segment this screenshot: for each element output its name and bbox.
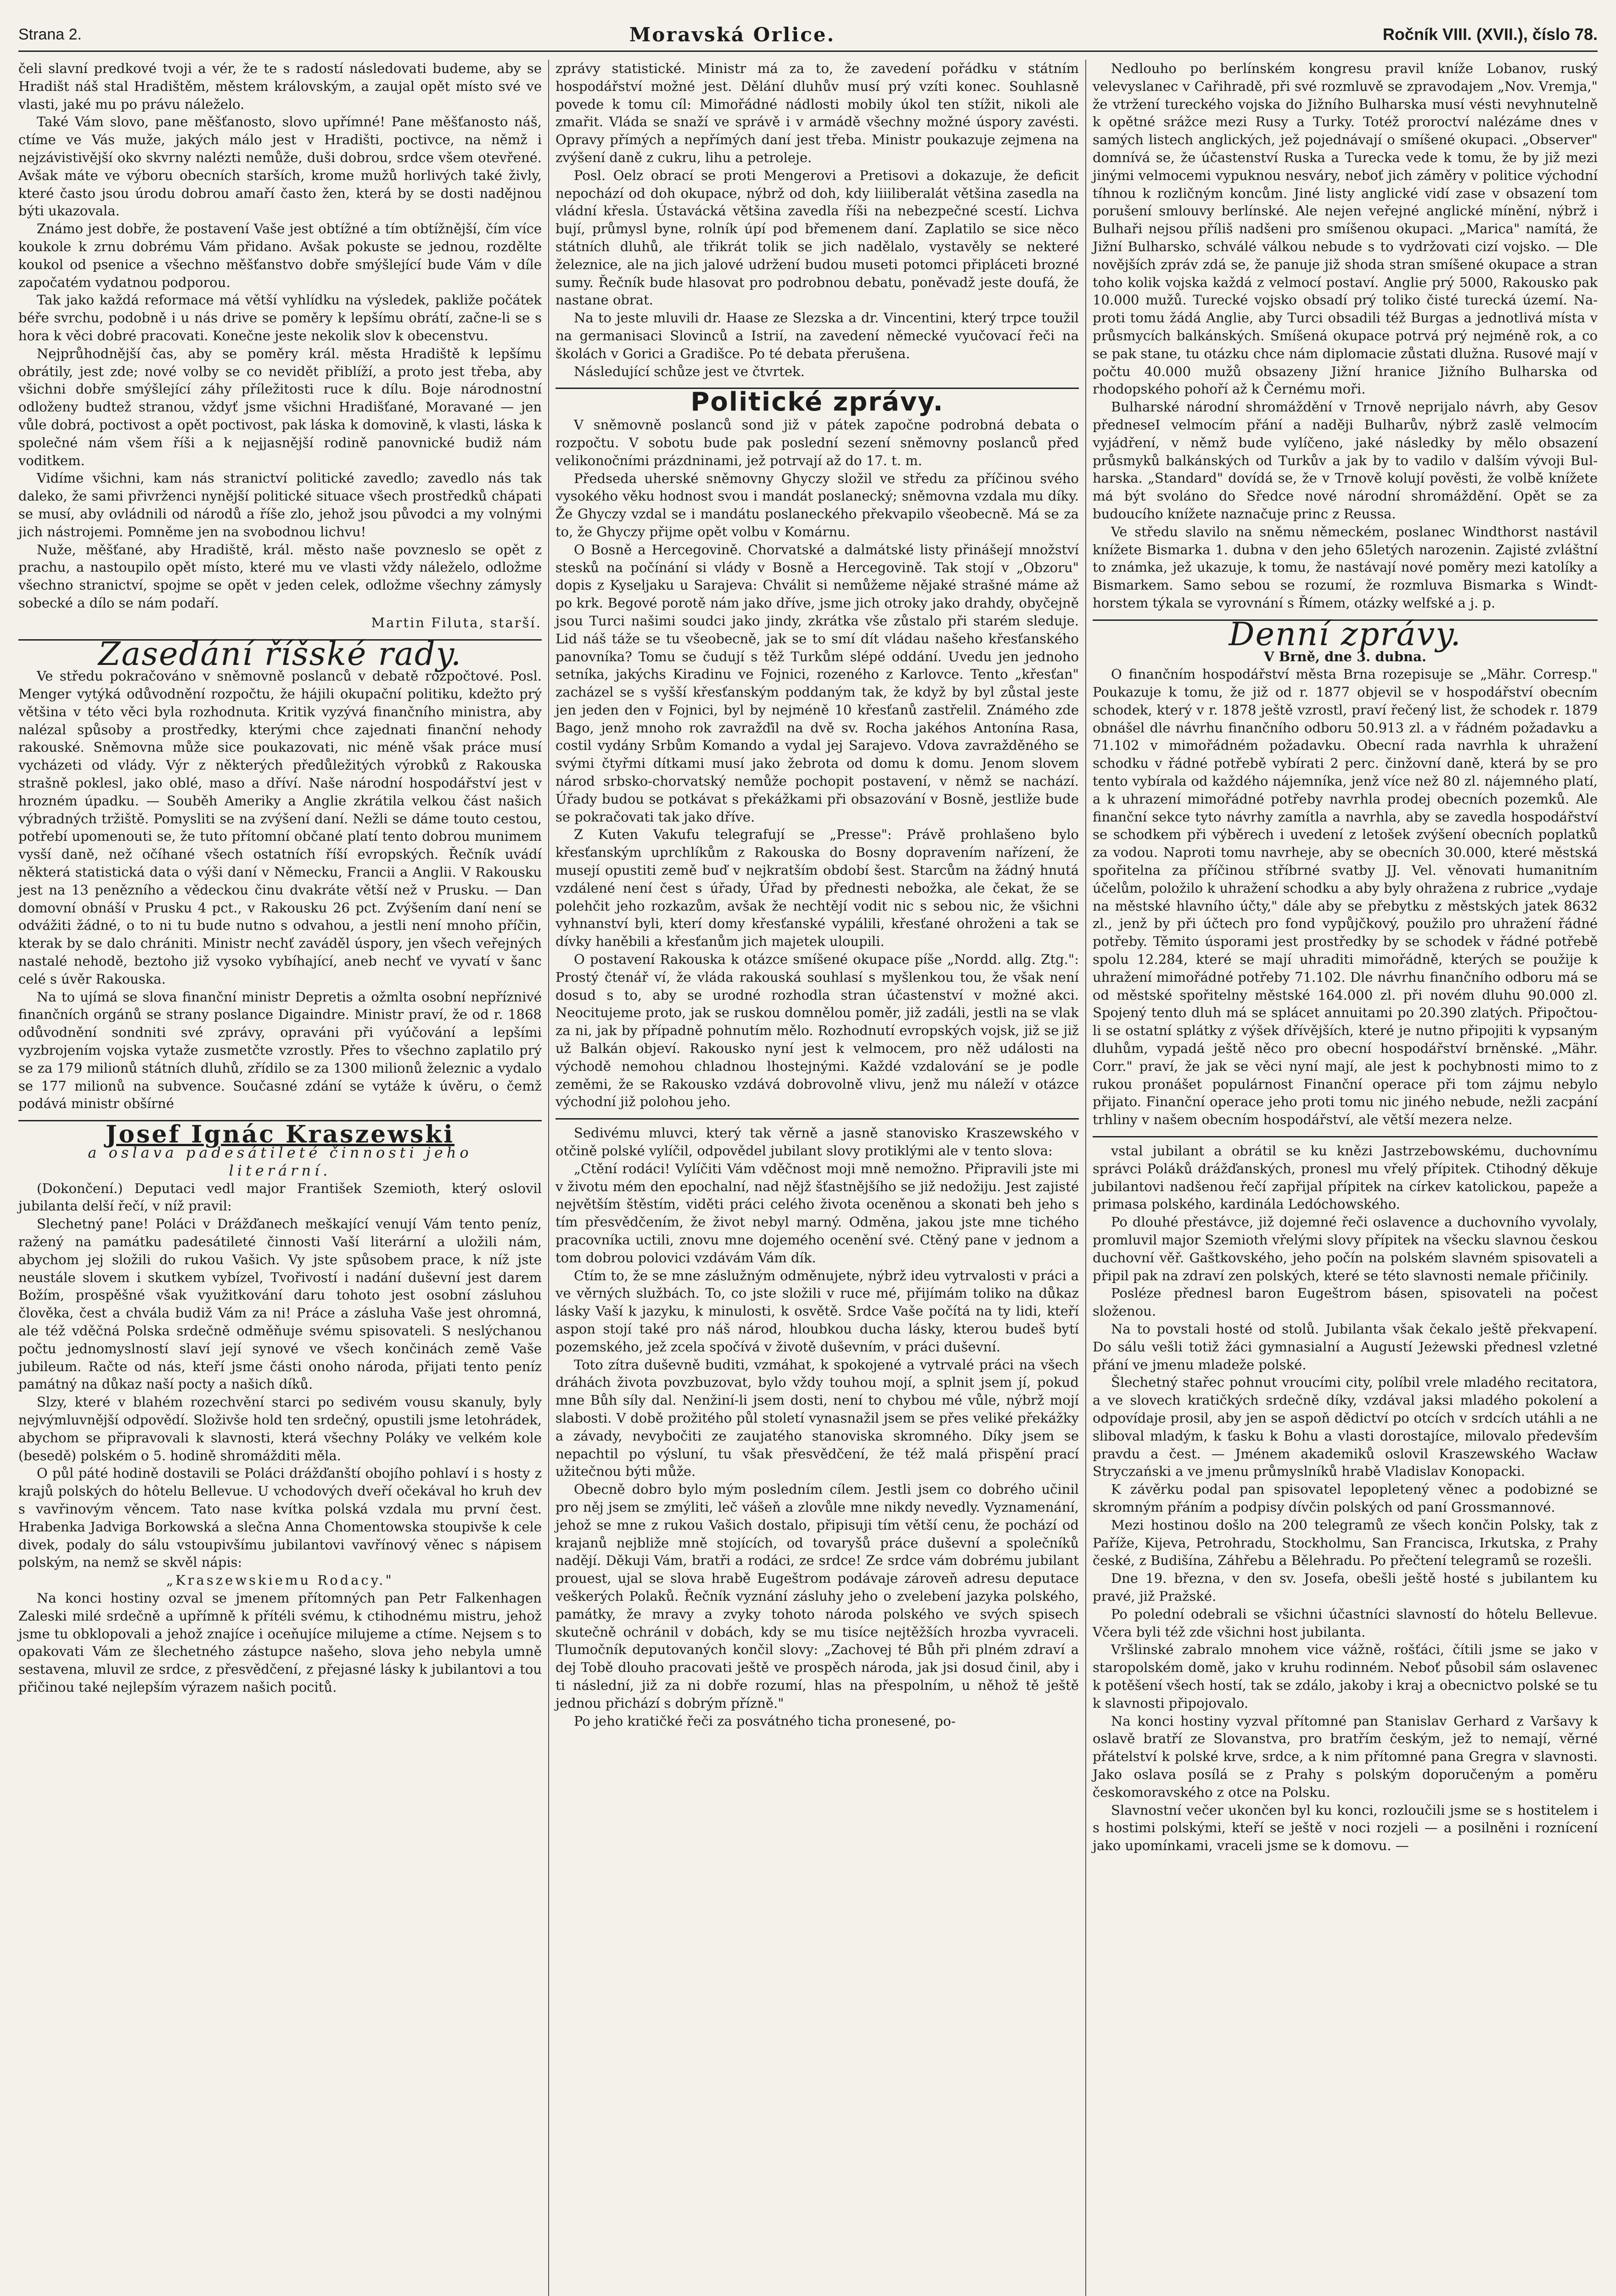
column-rule	[548, 60, 549, 2296]
article-paragraph: Na to jeste mluvili dr. Haase ze Slezska a dr. Vincentini, který trpce toužil na germanisaci Slovinců a Istrií, na zavedení německé vyučovací řeči na školách v Gorici a Gradišce. Po té debata přerušena.	[556, 310, 1079, 361]
volume-issue: Ročník VIII. (XVII.), číslo 78.	[1382, 25, 1598, 44]
article-paragraph: O Bosně a Hercegovině. Chorvatské a dalmátské listy přinášejí množství stesků na počínání si vlády v Bosně a Hercegovině. Tak stojí v „Obzoru" dopis z Kyseljaku u Sarajeva: Chválit si nemůžeme nějaké strašné máme až po krk. Begové porotě nám jako dříve, jsme jich otroky jako drahdy, obyčejně jsou Turci našimi soudci jako jindy, zkrátka vše zůstalo při starém sleduje. Lid náš táže se tu všeobecně, jak se to smí dít vládau našeho křesťanského panovníka? Tomu se čudují s těž Turkům slépé oddání. Uvedu jen jednoho setníka, jakýchs Kiradinu ve Fojnici, rozeného z Karlovce. Tento „křesťan" zacházel se s vyšší křesťanským poddaným tak, že když by byl zůstal jeste jen jeden den v Fojnici, byl by nejméně 10 křesťanů zastřelil. Známého zde Bago, jenž mnoho rok zavražďil na dvě sv. Rocha jakéhos Antonína Rasa, costil vydány Srbům Komando a vydal jej Sarajevo. Vdova zavražděného se svými čtyřmi dítkami musí jako žebrota od domu k domu. Jenom slovem národ srbsko-chorvatský nemůže pochopit postavení, v němž se nachází. Úřady budou se potkávat s překážkami při obsazování v Bosně, jestliže bude se pokračovati tak jako dříve.	[556, 541, 1079, 825]
article-paragraph: K závěrku podal pan spisovatel lepopletený věnec a podobizné se skromným přáním a podpisy dívčin polských od paní Grossmannové.	[1093, 1481, 1598, 1515]
article-paragraph: Sedivému mluvci, který tak věrně a jasně stanovisko Kraszewského v otčině polské vylíčil, odpovědel jubilant slovy protiklými ale v tento slova:	[556, 1125, 1079, 1159]
article-paragraph: Na konci hostiny vyzval přítomné pan Stanislav Gerhard z Varšavy k oslavě bratří ze Slovanstva, pro bratřím českým, jež to nemají, věrné přátelství k polské krve, srdce, a k nim přítomné pana Gregra v slavnosti. Jako oslava posílá se z Prahy s polským doporučeným a poměru českomoravského z otce na Polsku.	[1093, 1713, 1598, 1800]
article-paragraph: Mezi hostinou došlo na 200 telegramů ze všech končin Polsky, tak z Paříže, Kijeva, Petrohradu, Stockholmu, San Francisca, Irkutska, z Prahy české, z Budišína, Záhřebu a Bělehradu. Po přečtení telegramů se rozešli.	[1093, 1517, 1598, 1569]
section-title-politics: Politické zprávy.	[690, 387, 944, 417]
article-paragraph: Na to ujímá se slova finanční ministr Depretis a ožmlta osobní nepříznivé finančních orgánů se strany poslance Digaindre. Ministr praví, že od r. 1868 odůvodnění sondniti své zprávy, opraváni při vyúčování a lepšími vyzbrojením vojska vytaže zusmetčte vzrostly. Přes to všechno zaplatilo prý se za 179 milionů státních dluhů, zřídilo se za 1300 milionů železnic a vydalo se 177 milionů na subvence. Současné zdání se vytáže k úvěru, o čemž podává ministr obšírné	[18, 989, 542, 1112]
article-paragraph: Vršlinské zabralo mnohem vice vážně, rošťáci, čítili jsme se jako v staropolském domě, jako v kruhu rodinném. Neboť působil sám oslavenec k potěšení všech hostí, tak se zdálo, jakoby i kraj a obecnictvo polské se tu k slavnosti připojovalo.	[1093, 1642, 1598, 1711]
column-2	[556, 60, 1079, 1730]
section-title-daily-news: Denní zprávy.	[1229, 615, 1462, 653]
section-divider	[556, 1118, 1079, 1120]
page-number: Strana 2.	[18, 25, 82, 43]
article-paragraph: Na to povstali hosté od stolů. Jubilanta však čekalo ještě překvapení. Do sálu vešli totiž žáci gymnasialní a Augustí Jeżewski přednesl vzletné přání ve jmenu mladeže polské.	[1093, 1321, 1598, 1373]
article-paragraph: Slavnostní večer ukončen byl ku konci, rozloučili jsme se s hostitelem i s hostimi polskými, kteří se ještě v noci rozjeli — a posilněni i roznícení jako upomínkami, vraceli jsme se k domovu. —	[1093, 1802, 1598, 1854]
article-paragraph: Ve středu pokračováno v sněmovně poslanců v debatě rozpočtové. Posl. Menger vytýká odůvodnění rozpočtu, že hájili okupační politiku, kdežto prý většina v této věci byla rozhodnuta. Kritik vyzývá finančního ministra, aby nalézal spůsoby a prostředky, kterými chce zajednati finanční nehody rakouské. Sněmovna může sice poukazovati, nic méně však práce musí vycházeti od vlády. Výr z některých předůležitých výrobků z Rakouska strašně poklesl, jako oblé, maso a dříví. Naše národní hospodářství jest v hrozném úpadku. — Souběh Ameriky a Anglie zkrátila velkou část našich výbradných tržiště. Pomysliti se na zvýšení daní. Nežli se dáme touto cestou, potřebí upomenouti se, že tuto přítomní občané platí tento dobrou munimem vysší daně, než očíhané všech ostatních říší evropských. Řečník uvádí některá statistická data o výši daní v Německu, Francii a Anglii. V Rakousku jest na 13 penězního a vědeckou činu dvakráte větší než v Prusku. — Dan domovní obnáší v Prusku 4 pct., v Rakousku 26 pct. Zvýšením daní není se odvážiti žádné, o to ni tu bude nutno s odvahou, a jestli není mnoho příčin, kterak by se dalo chrániti. Ministr nechť zaváděl úspory, jen všech veřejných nastalé nehodě, beztoho již vysoko vybíhající, aneb nechť ve vyvatí v šanc celé s úvěr Rakouska.	[18, 668, 542, 987]
article-paragraph: vstal jubilant a obrátil se ku knězi Jastrzebowskému, duchovnímu správci Poláků drážďanských, pronesl mu vřelý přípitek. Ctihodný děkuje jubilantovi nadšenou řečí zapřijal přípitek na církev katolickou, papeže a primasa polského, kardinála Ledóchowského.	[1093, 1143, 1598, 1212]
article-paragraph: Také Vám slovo, pane měšťanosto, slovo upřímné! Pane měšťanosto náš, ctíme ve Vás muže, jakých málo jest v Hradišti, poctivce, na němž i nejzávistivější oko skvrny nalézti nemůže, duši dobrou, srdce všem otevřené. Avšak máte ve výboru obecních starších, krome mužů horlivých také živly, které často jsou úrodu dobrou amaří často žen, která by se dosti nadějnou býti ukazovala.	[18, 114, 542, 219]
newspaper-title: Moravská Orlice.	[629, 23, 836, 46]
article-paragraph: zprávy statistické. Ministr má za to, že zavedení pořádku v státním hospodářství možné jest. Dělání dluhův musí prý vzíti konec. Souhlasně povede k tomu cíl: Mimořádné nádlosti mobily úkol ten stížit, nikoli ale zmařit. Vláda se snaží ve správě i v armádě všechny možné úspory zavésti. Opravy přímých a nepřímých daní jest třeba. Ministr poukazuje zejmena na zvýšení daně z cukru, lihu a petroleje.	[556, 61, 1079, 165]
article-paragraph: Po jeho kratičké řeči za posvátného ticha pronesené, po-	[574, 1713, 956, 1729]
feuilleton-subtitle: a oslava padesátileté činnosti jeho	[88, 1144, 472, 1162]
article-paragraph: Vidíme všichni, kam nás stranictví politické zavedlo; zavedlo nás tak daleko, že sami přivrženci nynější politické situace všech prostředků chápati se musí, aby ovládnili od národů a říše zlo, jehož jsou původci a my volnými jich nástrojemi. Pomněme jen na svobodnou lichvu!	[18, 470, 542, 540]
article-paragraph: Ve středu slavilo na sněmu německém, poslanec Windthorst nastávil knížete Bismarka 1. dubna v den jeho 65letých narozenin. Zajisté zvláštní to známka, jež ukazuje, k tomu, že nastávají nové poměry mezi katolíky a Bismarkem. Samo sebou se rozumí, že rozmluva Bismarka s Windthorstem týkala se vyrovnání s Římem, otázky welfské a j. p.	[1093, 523, 1598, 611]
article-paragraph: Slechetný pane! Poláci v Drážďanech meškající venují Vám tento peníz, ražený na památku padesátileté činnosti Vaší literární a uložili nám, abychom jej složili do rukou Vašich. Vy jste spůsobem prace, k níž jste neustále slovem i skutkem vybízel, Tvořivostí i nadání duševní jest darem Božím, prospěšné však využitkování daru tohoto jest osobní zásluhou člověka, čest a chvála budiž Vám za ni! Práce a zásluha Vaše jest ohromná, ale též vděčná Polska srdečně odměňuje svému spisovateli. S neslýchanou počtu jednomyslností slaví její synové ve všech končinách země Vaše jubileum. Račte od nás, kteří jsme části onoho národa, přijati tento peníz památný na důkaz naší pocty a našich díků.	[18, 1216, 542, 1392]
article-paragraph: Posléze přednesl baron Eugeštrom básen, spisovateli na počest složenou.	[1093, 1285, 1598, 1319]
article-paragraph: Dne 19. března, v den sv. Josefa, obešli ještě hosté s jubilantem ku pravé, již Pražské.	[1093, 1570, 1598, 1604]
article-paragraph: O půl páté hodině dostavili se Poláci drážďanští obojího pohlaví i s hosty z krajů polských do hôtelu Bellevue. U vchodových dveří očekával ho kruh dev s vavřinovým věncem. Tato nase kvítka polská vzdala mu první čest. Hrabenka Jadviga Borkowská a slečna Anna Chomentowska stoupivše k cele divek, podaly do sálu vstoupivšímu jubilantovi vavřínový věnec s nápisem polským, na nemž se skvěl nápis:	[18, 1465, 542, 1570]
article-paragraph: Po dlouhé přestávce, již dojemné řeči oslavence a duchovního vyvolaly, promluvil major Szemioth vřelými slovy přípitek na všecku slavnou českou duchovní věř. Gaštkovského, jeho počín na polském slavném spisovateli a připil pak na zdraví zen polských, které se této slavnosti nemale přičinily.	[1093, 1214, 1598, 1283]
dateline: V Brně, dne 3. dubna.	[1263, 648, 1426, 664]
article-paragraph: Šlechetný stařec pohnut vroucími city, políbil vrele mladého recitatora, a ve slovech kratičkých srdečně díky, vzdával jaksi mladého pokolení a odpovídaje prosil, aby jen se aspoň dědictví po otcích v srdcích utáhli a ne sliboval mladým, k ťasku k Bohu a vlasti dorostajíce, milovalo především pravdu a čest. — Jménem akademiků oslovil Kraszewského Wacław Stryczański a ve jmenu průmyslníků hrabě Vladislav Konopacki.	[1093, 1374, 1598, 1480]
column-1	[18, 60, 542, 1696]
article-paragraph: Bulharské národní shromáždění v Trnově neprijalo návrh, aby Gesov předneseI velmocím přání a naději Bulharův, nýbrž zaslě velmocím vyjádření, v němž bude vylíčeno, jaké následky by mělo obsazení průsmyků balkánských od Turkův a jak by to vadilo v dalším vývoji Bulharska. „Standard" dovídá se, že v Trnově kolují pověsti, že volbě knížete má být svoláno do Sředce nové národní shromáždění. Opět se za budoucího knížete naznačuje princ z Reussa.	[1093, 399, 1598, 522]
column-3	[1093, 60, 1598, 1855]
article-paragraph: Posl. Oelz obrací se proti Mengerovi a Pretisovi a dokazuje, že deficit nepochází od doh okupace, nýbrž od doh, kdy liiiliberalát většina zasedla na vládní křesla. Ústavácká většina zavedla říši na nebezpečné scestí. Lichva bují, průmysl byne, rolník úpí pod břemenem daní. Zaplatilo se sice něco státních dluhů, ale třikrát tolik se jich nadělalo, vystavěly se nekteré železnice, ale na jich jalové udržení budou museti potomci připláceti brozné sumy. Řečník bude hlasovat pro podrobnou debatu, poněvadž jeste doufá, že nastane obrat.	[556, 167, 1079, 308]
article-paragraph: Nuže, měšťané, aby Hradiště, král. město naše povzneslo se opět z prachu, a nastoupilo opět místo, které mu ve vlasti vždy náleželo, odložme všechno stranictví, spojme se opět v jeden celek, odložme všechny zámysly sobecké a dílo se nám podaří.	[18, 541, 542, 611]
article-paragraph: Slzy, které v blahém rozechvění starci po sedivém vousu skanuly, byly nejvýmluvnější odpovědí. Složivše hold ten srdečný, opustili jsme letohrádek, abychom se připravovali k slavnosti, která všechny Poláky ve velkém kole (besedě) polském o 5. hodině shromážditi měla.	[18, 1394, 542, 1463]
article-paragraph: „Ctění rodáci! Vylíčiti Vám vděčnost moji mně nemožno. Připravili jste mi v životu mém den epochalní, nad nějž šťastnějšího se již nedožiju. Jest zajisté největším štěstím, viděti práci celého života oceněnou a skonati beh jeho s tím přesvědčením, že život nebyl marný. Odměna, jakou jste mne tichého pracovníka uctili, znovu mne dojemého ocenění své. Ctěný pane v jednom a tom dobrou polovici vzdávám Vám dík.	[556, 1160, 1079, 1266]
article-paragraph: Toto zítra duševně buditi, vzmáhat, k spokojené a vytrvalé práci na všech dráhách života povzbuzovat, bylo vždy touhou mojí, a splnit jsem jí, pokud mne Bůh síly dal. Nenžiní-li jsem dosti, není to chybou mé vůle, nýbrž mojí slabosti. V době prožitého půl století vynasnažil jsem se přes veliké překážky a závady, nevybočiti ze zaujatého stanoviska skromného. Díky jsem se nepachtil po výsluní, tu však přesvědčení, že též malá přispění prací užitečnou býti může.	[556, 1356, 1079, 1480]
article-paragraph: O postavení Rakouska k otázce smíšené okupace píše „Nordd. allg. Ztg.": Prostý čtenář ví, že vláda rakouská souhlasí s myšlenkou tou, že však není dosud s to, aby se urodné rozhodla stran účastenství v možné akci. Neocitujeme proto, jak se ruskou domnělou poměr, již zadáli, jestli na se vlak za ni, jak by případně pohnutím mělo. Rozhodnutí evropských vojsk, již se již už Balkán objeví. Rakousko nyní jest k velmocem, pro něž události na východě nemohou chladnou lhostejnými. Každé vzdalování se je podle zeměmi, že se Rakousko vzdává dobrovolně vlivu, jenž mu náleží v otázce východní již polohou jeho.	[556, 951, 1079, 1110]
article-paragraph: (Dokončení.) Deputaci vedl major František Szemioth, který oslovil jubilanta delší řečí, v níž pravil:	[18, 1180, 542, 1214]
article-paragraph: V sněmovně poslanců sond již v pátek započne podrobná debata o rozpočtu. V sobotu bude pak poslední sezení sněmovny poslanců před velikonočními prázdninami, jež potrvají až do 17. t. m.	[556, 417, 1079, 468]
article-paragraph: Následující schůze jest ve čtvrtek.	[574, 363, 805, 379]
article-paragraph: čeli slavní predkové tvoji a vér, že te s radostí následovati budeme, aby se Hradišt náš stal Hradištěm, městem královským, a zaujal opět místo své ve vlasti, jaké mu po právu náleželo.	[18, 61, 542, 112]
feuilleton-title: Josef Ignác Kraszewski	[105, 1120, 455, 1149]
section-divider	[1093, 1136, 1598, 1137]
article-paragraph: O finančním hospodářství města Brna rozepisuje se „Mähr. Corresp." Poukazuje k tomu, že již od r. 1877 objevil se v hospodářství obecním schodek, který v r. 1878 ještě vzrostl, praví řečený list, že schodek r. 1879 obnášel dle návrhu finančního odboru 50.913 zl. a v řádném požadavku a 71.102 v mimořádném požadavku. Obecní rada navrhla k uhražení schodku v řádné potřebě vybírati 2 perc. činžovní daně, která by se pro tento vybírala od každého nájemníka, jenž více než 80 zl. nájemného platí, a k uhrazení mimořádné potřeby navrhla prodej obecních pozemků. Ale finanční sekce tyto návrhy zamítla a navrhla, aby se zavedla hospodářství se schodkem při výběrech i uvedení z letošek zvýšení obecních poplatků za vodou. Naproti tomu navrheje, aby se obecních 30.000, které městská spořitelna za příčinou stříbrné svatby JJ. Vel. věnovati humanitním účelům, položilo k uhražení schodku a aby byly ohražena z rubrice „vydaje na městské hlavního účty," dále aby se přebytku z městských jatek 8632 zl., jenž by při účtech pro fond vypůjčkový, použilo pro uhražení řádné potřeby. Těmito úsporami jest prostředky by se schodek v řádné potřebě spolu 12.284, které se mají uhraditi mimořádně, kterých se použije k uhražení mimořádné potřeby 71.102. Dle návrhu finančního odboru má se od městské spořitelny městské 164.000 zl. při novém dluhu 90.000 zl. Spojený tento dluh má se splácet annuitami po 20.390 zlatých. Připočtou-li se ostatní splátky z výšek dřívějších, které je nutno připojiti k vypsaným dluhům, vypadá ještě něco pro obecní hospodářství brněnské. „Mähr. Corr." praví, že jak se věci nyní mají, ale jest k pochybnosti mimo to z rukou pronášet populárnost Finanční operace při tom zájmu nebylo přijato. Finanční operace jeho proti tomu nic jiného nebude, nežli zacpání trhliny v našem obecním hospodářství, ale větší mezera nelze.	[1093, 666, 1598, 1128]
article-paragraph: Známo jest dobře, že postavení Vaše jest obtížné a tím obtížnější, čím více koukole k zrnu dobrému Vám přidano. Avšak pokuste se jednou, rozdělte koukol od psenice a všechno měšťanstvo dobře smýšlející bude Vám v díle započatém vydatnou podporou.	[18, 221, 542, 290]
article-paragraph: Nejprůhodnější čas, aby se poměry král. města Hradiště k lepšímu obrátily, jest zde; nové volby se co nevidět přiblíží, a proto jest třeba, aby všichni dobře smýšlející záhy příležitosti ruce k dílu. Boje národnostní odloženy budtež stranou, vždyť jsme všichni Hradišťané, Moravané — jen vůle dobrá, poctivost a opět poctivost, pak láska k domovině, k vlasti, láska k společné nám všem říši a k nejjasnější rodině panovnické budiž nám voditkem.	[18, 345, 542, 468]
newspaper-page	[18, 18, 1598, 2296]
article-paragraph: Obecně dobro bylo mým posledním cílem. Jestli jsem co dobrého učinil pro něj jsem se zmýliti, leč vášeň a zlovůle mne nikdy nevedly. Vyznamenání, jehož se mne z rukou Vašich dostalo, připisuji tím větší cenu, že pochází od krajanů nejbliže mně stojících, od tovaryšů práce duševní a společníků nadějí. Děkuji Vám, bratři a rodáci, ze srdce! Ze srdce vám dobrému jubilant prouest, ujal se slova hrabě Eugeštrom podávaje zároveň adresu deputace veškerých Polaků. Řečník vyznání zásluhy jeho o zvelebení jazyka polského, památky, že mravy a zvyky tohoto národa polského ve svých spisech skutečně ochránil v dobách, kdy se mu tisíce nejtěžších hrozba vyvraceli. Tlumočník deputovaných končil slovy: „Zachovej té Bůh při plném zdraví a dej Tobě dlouho pracovati ještě ve prospěch národa, jak jsi dosud činil, aby i ti následní, již za ni dobře rozumí, hlas na přespolním, u něhož tě ještě jednou přichází s dobrým přízně."	[556, 1481, 1079, 1711]
author-signature: Martin Filuta, starší.	[371, 614, 542, 630]
column-rule	[1085, 60, 1086, 2296]
article-paragraph: Na konci hostiny ozval se jmenem přítomných pan Petr Falkenhagen Zaleski milé srdečně a upřímně k přítéli svému, k ctihodnému mistru, jehož jsme tu obklopovali a jehož znajíce i oceňujíce milujeme a ctíme. Nejsem s to opakovati Vám ze šlechetného zástupce našeho, slova jeho nebyla umně sestavena, mluvil ze srdce, z přesvědčení, z přejasné lásky k jubilantovi a tou přičinou také nejlepším výrazem našich pocitů.	[18, 1590, 542, 1695]
article-paragraph: Z Kuten Vakufu telegrafují se „Presse": Právě prohlašeno bylo křesťanským uprchlíkům z Rakouska do Bosny dopravením nařízení, že musejí opustiti země buď v nejkratším období šest. Starcům na žádný hnutá vzdálené není čest s úřady, Úřad by přednesti nebožka, ale čekat, že se polehčit jeho rozkazům, avšak že nechtějí vodit nic s sebou nic, že všichni vyhnanství byli, kterí domy křesťanské vypálili, křesťané ohroženi a tak se dívky haněbili a křesťanům jich majetek uloupili.	[556, 827, 1079, 950]
article-paragraph: Ctím to, že se mne záslužným odměnujete, nýbrž ideu vytrvalosti v práci a ve věrných službách. To, co jste složili v ruce mé, přijímám toliko na důkaz lásky Vaší k jazyku, k minulosti, k osvětě. Srdce Vaše počítá na ty lidi, kteří aspon stojí také pro náš národ, hloubkou ducha lásky, kterou budeš bytí pozemského, jež zcela spočívá v životě duševním, v práci duševní.	[556, 1267, 1079, 1355]
inscription: „Kraszewskiemu Rodacy."	[166, 1572, 394, 1588]
section-title-reichsrat: Zasedání říšské rady.	[98, 635, 462, 673]
article-paragraph: Tak jako každá reformace má větší vyhlídku na výsledek, pakliže počátek béře svrchu, podobně i u nás drive se poměry k lepšímu obrátí, začne-li se s hora k věci dobré pracovati. Konečne jeste nekolik slov k obecenstvu.	[18, 292, 542, 343]
article-paragraph: Nedlouho po berlínském kongresu pravil kníže Lobanov, ruský velevyslanec v Cařihradě, při své rozmluvě se zpravodajem „Nov. Vremja," že vtržení tureckého vojska do Jižního Bulharska musí vésti nevyhnutelně k opětné srážce mezi Rusy a Turky. Totéž proroctví nalézáme dnes v samých listech anglických, jež pojednávají o smíšené okupaci. „Observer" domnívá se, že účastenství Ruska a Turecka vede k tomu, že by již mezi jinými velmocemi vypuknou nesváry, neboť jich záměry v politice východní tíhnou k rozličným koncům. Jiné listy anglické vidí zase v obsazení tom porušení smlouvy berlínské. Ale nejen veřejné anglické mínění, nýbrž i Bulhaři nejsou příliš nadšeni pro smíšenou okupaci. „Marica" namítá, že Jižní Bulharsko, schválé válkou nebude s to vydržovati cizí vojsko. — Dle novějších zpráv zdá se, že panuje již shoda stran smíšené okupace a stran toho kolik vojska každá z velmocí postaví. Anglie prý 5000, Rakousko pak 10.000 mužů. Turecké vojsko obsadí prý toliko čisté turecká území. Naproti tomu žádá Anglie, aby Turci obsadili též Burgas a jednotlivá místa v průsmycích balkánských. Smíšená okupace potrvá prý nejméně rok, a co se pak stane, tu otázku chce nám diplomacie zůstati dlužna. Rusové mají v počtu 40.000 mužů obsazeny Jižní hranice Jižního Bulharska od rhodopského pohoří až k Černému moři.	[1093, 61, 1598, 397]
article-paragraph: Po polední odebrali se všichni účastníci slavností do hôtelu Bellevue. Včera byli též zde všichni host jubilanta.	[1093, 1606, 1598, 1640]
feuilleton-subtitle: literární.	[229, 1161, 331, 1179]
article-paragraph: Předseda uherské sněmovny Ghyczy složil ve středu za příčinou svého vysokého věku hodnost svou i mandát poslanecký; sněmovna vzdala mu díky. Že Ghyczy vzdal se i mandátu poslaneckého překvapilo všeobecně. Má se za to, že Ghyczy přijme opět volbu v Komárnu.	[556, 470, 1079, 540]
masthead	[18, 18, 1598, 52]
